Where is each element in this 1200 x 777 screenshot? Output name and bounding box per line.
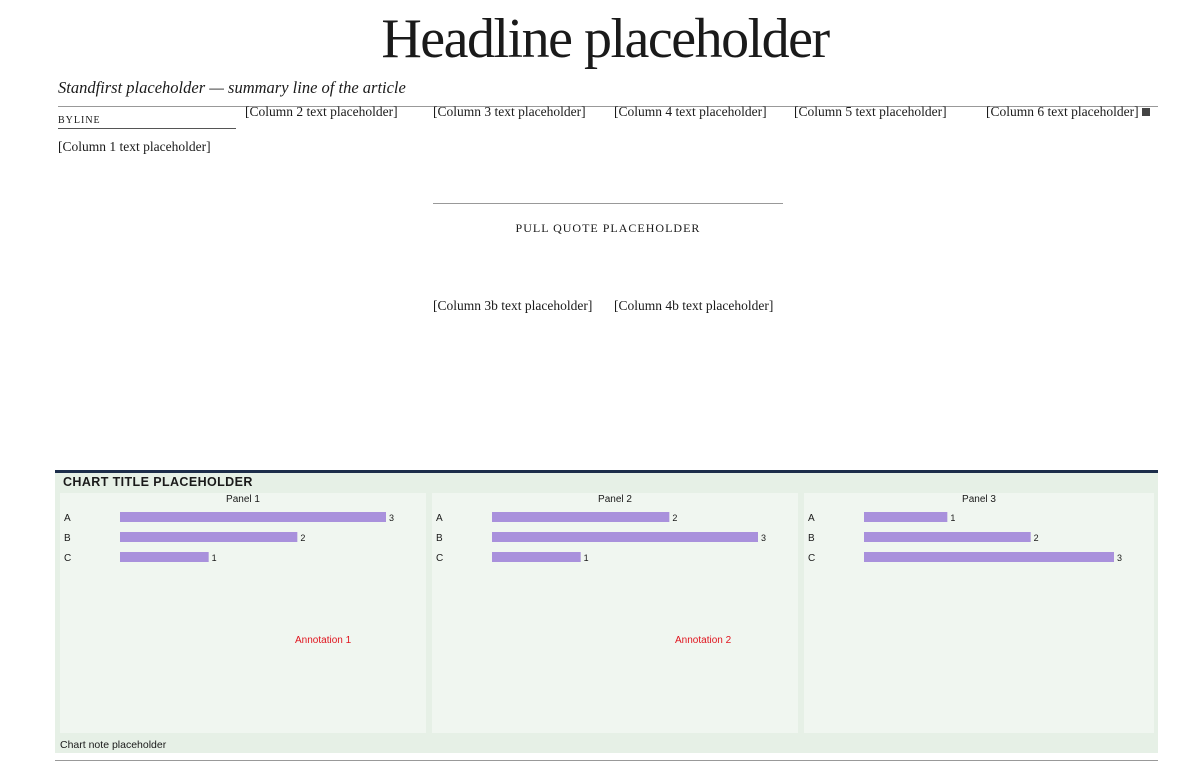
standfirst: Standfirst placeholder — summary line of the article <box>58 78 406 97</box>
chart-value-label: 2 <box>672 513 678 523</box>
chart-value-label: 2 <box>1033 533 1039 543</box>
chart-category-label: C <box>64 553 72 564</box>
chart-annotation-2: Annotation 2 <box>675 635 732 646</box>
headline: Headline placeholder <box>381 8 829 70</box>
chart-category-label: B <box>436 533 443 544</box>
chart-panel-title: Panel 3 <box>962 494 996 505</box>
chart-svg <box>55 493 1158 739</box>
chart-value-label: 3 <box>761 533 767 543</box>
chart-bar <box>120 532 297 542</box>
chart-annotation-1: Annotation 1 <box>295 635 352 646</box>
chart-value-label: 1 <box>211 553 217 563</box>
article-column-2: [Column 2 text placeholder] <box>245 104 398 119</box>
chart-panel-background <box>60 493 426 733</box>
chart-title: CHART TITLE PLACEHOLDER <box>63 475 253 489</box>
chart-category-label: C <box>436 553 444 564</box>
chart-value-label: 2 <box>300 533 306 543</box>
chart-panel-3 <box>804 493 1154 733</box>
article-column-3b: [Column 3b text placeholder] <box>433 298 593 313</box>
chart-category-label: A <box>64 513 71 524</box>
chart-category-label: A <box>808 513 815 524</box>
article-column-4: [Column 4 text placeholder] <box>614 104 767 119</box>
end-mark-icon <box>1142 108 1150 116</box>
chart-bar <box>492 512 669 522</box>
byline: BYLINE <box>58 115 236 129</box>
chart-category-label: B <box>64 533 71 544</box>
chart-panel-title: Panel 1 <box>226 494 260 505</box>
article-column-6: [Column 6 text placeholder] <box>986 103 1158 120</box>
article-column-4b: [Column 4b text placeholder] <box>614 298 774 313</box>
chart-container <box>55 470 1158 753</box>
chart-bar <box>864 512 947 522</box>
page-bottom-rule <box>55 760 1158 761</box>
chart-category-label: A <box>436 513 443 524</box>
pullquote-rule <box>433 203 783 204</box>
chart-panel-background <box>432 493 798 733</box>
chart-category-label: B <box>808 533 815 544</box>
chart-bar <box>864 532 1031 542</box>
chart-category-label: C <box>808 553 816 564</box>
chart-value-label: 1 <box>950 513 956 523</box>
chart-panel-1 <box>60 493 426 733</box>
chart-bar <box>864 552 1114 562</box>
chart-panel-2 <box>432 493 798 733</box>
article-column-1: [Column 1 text placeholder] <box>58 139 211 154</box>
chart-value-label: 1 <box>583 553 589 563</box>
chart-note: Chart note placeholder <box>60 739 167 751</box>
chart-bar <box>492 552 581 562</box>
chart-value-label: 3 <box>1117 553 1123 563</box>
pullquote: PULL QUOTE PLACEHOLDER <box>515 221 701 235</box>
chart-bar <box>120 552 209 562</box>
chart-bar <box>120 512 386 522</box>
article-column-3: [Column 3 text placeholder] <box>433 104 586 119</box>
chart-panel-background <box>804 493 1154 733</box>
chart-bar <box>492 532 758 542</box>
chart-panel-title: Panel 2 <box>598 494 632 505</box>
chart-value-label: 3 <box>389 513 395 523</box>
article-column-5: [Column 5 text placeholder] <box>794 104 947 119</box>
